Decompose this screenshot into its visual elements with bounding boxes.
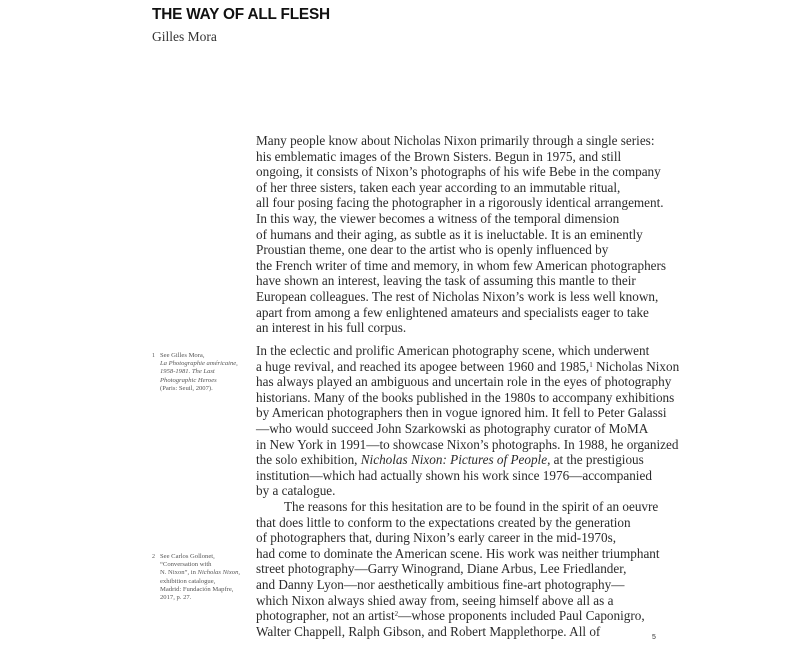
text-run: photographer, not an artist	[256, 608, 395, 624]
page-number: 5	[652, 634, 656, 641]
text-run: the French writer of time and memory, in whom few American photographers	[256, 257, 667, 273]
text-run: the solo exhibition,	[256, 452, 361, 468]
text-line	[256, 436, 679, 453]
text-run: of humans and their aging, as subtle as it is ineluctable. It is an eminently	[256, 226, 643, 242]
footnote-ref: 1	[589, 360, 593, 369]
footnote-text	[160, 352, 238, 393]
text-line	[256, 358, 680, 375]
text-line	[256, 389, 675, 406]
text-run: apart from among a few enlightened amateurs and specialists eager to take	[256, 304, 649, 320]
text-run: European colleagues. The rest of Nicholas Nixon’s work is less well known,	[256, 289, 659, 305]
footnote-line	[160, 578, 240, 586]
text-run: ongoing, it consists of Nixon’s photographs of his wife Bebe in the company	[256, 164, 661, 180]
text-line	[256, 149, 666, 165]
chapter-title: THE WAY OF ALL FLESH	[152, 6, 330, 23]
text-run: The reasons for this hesitation are to be found in the spirit of an oeuvre	[284, 499, 659, 515]
text-line	[256, 289, 666, 305]
text-run: Madrid: Fundación Mapfre,	[160, 585, 234, 593]
italic-text: Nicholas Nixon: Pictures of People	[360, 452, 548, 468]
footnote-number: 1	[152, 353, 155, 359]
paragraph-gap	[256, 336, 666, 343]
text-line	[256, 133, 666, 149]
text-line	[256, 593, 666, 609]
footnote-line	[160, 377, 238, 385]
text-run: have shown an interest, leaving the task of assuming this mantle to their	[256, 273, 636, 289]
text-run: has always played an ambiguous and uncertain role in the eyes of photography	[256, 374, 672, 390]
footnote-row	[152, 553, 252, 602]
text-run: historians. Many of the books published in the 1980s to accompany exhibitions	[256, 389, 675, 405]
text-line	[256, 343, 666, 359]
paragraph	[256, 133, 666, 336]
text-run: that does little to conform to the expectations created by the generation	[256, 514, 631, 530]
text-run: of her three sisters, taken each year according to an immutable ritual,	[256, 179, 621, 195]
footnote-line	[160, 561, 240, 569]
text-run: —who would succeed John Szarkowski as photography curator of MoMA	[256, 420, 649, 436]
text-run: all four posing facing the photographer in a rigorously identical arrangement.	[256, 195, 664, 211]
footnote-line	[160, 352, 238, 360]
text-line	[256, 273, 666, 289]
text-line	[256, 530, 666, 546]
chapter-author: Gilles Mora	[152, 29, 217, 44]
text-run: “Conversation with	[160, 561, 212, 569]
text-line	[256, 305, 666, 321]
text-run: See Carlos Gollonet,	[160, 553, 215, 560]
footnote-ref: 2	[394, 610, 399, 619]
text-run: by American photographers then in vogue ignored him. It fell to Peter Galassi	[256, 405, 667, 421]
italic-text: 1958-1981. The Last	[160, 368, 215, 376]
text-run: his emblematic images of the Brown Sisters. Begun in 1975, and still	[256, 148, 622, 164]
text-line	[256, 608, 666, 624]
text-line	[256, 546, 666, 562]
text-run: , at the prestigious	[547, 452, 644, 468]
text-run: exhibition catalogue,	[160, 577, 216, 585]
footnote-line	[160, 594, 240, 602]
text-line	[256, 468, 666, 484]
italic-text: Nicholas Nixon,	[197, 569, 241, 577]
footnote-line	[160, 569, 240, 577]
text-run: institution—which had actually shown his work since 1976—accompanied	[256, 467, 652, 483]
text-line	[256, 211, 666, 227]
footnote-line	[160, 360, 238, 368]
footnote-line	[160, 385, 238, 393]
text-run: N. Nixon”, in	[160, 569, 198, 577]
text-line	[256, 483, 666, 499]
text-run: In this way, the viewer becomes a witness of the temporal dimension	[256, 211, 620, 227]
footnote-line	[160, 553, 240, 561]
text-line	[256, 180, 666, 196]
text-line	[256, 320, 666, 336]
body-text	[256, 133, 680, 640]
italic-text: Photographic Heroes	[160, 376, 217, 384]
text-run: which Nixon always shied away from, seeing himself above all as a	[256, 592, 614, 608]
text-run: had come to dominate the American scene. His work was neither triumphant	[256, 545, 660, 561]
text-run: Walter Chappell, Ralph Gibson, and Robert Mapplethorpe. All of	[256, 623, 601, 639]
text-line	[256, 561, 666, 577]
footnote-line	[160, 586, 240, 594]
text-line	[256, 452, 666, 468]
footnote-text	[160, 553, 240, 602]
text-run: by a catalogue.	[256, 483, 336, 499]
text-run: See Gilles Mora,	[160, 352, 205, 359]
text-line	[256, 499, 666, 515]
footnote-number: 2	[152, 554, 155, 560]
text-line	[256, 421, 666, 437]
text-run: (Paris: Seuil, 2007).	[160, 384, 213, 392]
footnote-1	[152, 352, 252, 393]
text-line	[256, 577, 666, 593]
text-run: —whose proponents included Paul Caponigro,	[398, 608, 645, 624]
text-run: In the eclectic and prolific American photography scene, which underwent	[256, 342, 650, 358]
text-run: in New York in 1991—to showcase Nixon’s photographs. In 1988, he organized	[256, 436, 679, 452]
text-run: street photography—Garry Winogrand, Diane Arbus, Lee Friedlander,	[256, 561, 627, 577]
paragraph	[256, 499, 666, 639]
text-run: Many people know about Nicholas Nixon primarily through a single series:	[256, 133, 655, 148]
text-line	[256, 515, 666, 531]
text-line	[256, 164, 666, 180]
text-run: an interest in his full corpus.	[256, 320, 407, 336]
text-run: of photographers that, during Nixon’s early career in the mid-1970s,	[256, 530, 616, 546]
text-line	[256, 405, 666, 421]
text-line	[256, 242, 666, 258]
text-run: Nicholas Nixon	[592, 358, 680, 374]
paragraph	[256, 342, 680, 499]
text-line	[256, 258, 666, 274]
text-run: and Danny Lyon—nor aesthetically ambitious fine-art photography—	[256, 577, 625, 593]
text-line	[256, 195, 666, 211]
text-run: a huge revival, and reached its apogee between 1960 and 1985,	[256, 358, 590, 374]
text-line	[256, 227, 666, 243]
footnote-row	[152, 352, 252, 393]
footnote-line	[160, 368, 238, 376]
text-line	[256, 624, 666, 640]
italic-text: La Photographie américaine,	[160, 360, 238, 368]
text-run: Proustian theme, one dear to the artist who is openly influenced by	[256, 242, 609, 258]
footnote-2	[152, 553, 252, 602]
text-run: 2017, p. 27.	[160, 594, 192, 602]
text-line	[256, 374, 672, 390]
